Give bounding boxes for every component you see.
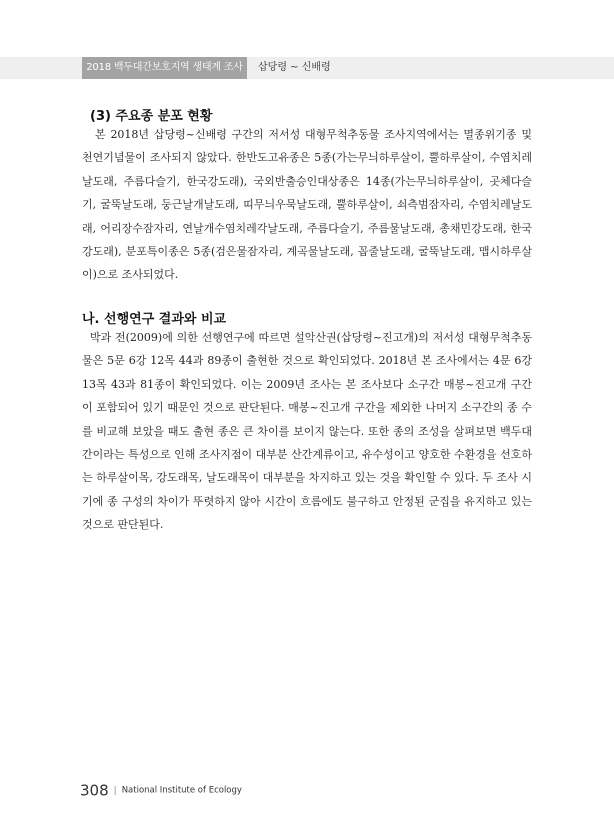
series-title: 2018 백두대간보호지역 생태계 조사 — [82, 57, 247, 79]
page-number: 308 — [80, 781, 109, 800]
footer-separator: | — [113, 785, 117, 796]
body-paragraph-prior-research: 박과 전(2009)에 의한 선행연구에 따르면 설악산권(삽당령~진고개)의 저서성 대형무척추동물은 5문 6강 12목 44과 89종이 출현한 것으로 확인되었다. 2018년 본 조사에서는 4문 6강 13목 43과 81종이 확인되었다. 이는 2009년 조사는 본 조사보다 소구간 매봉~진고개 구간이 포함되어 있기 때문인 것으로 판단된다. 매봉~진고개 구간을 제외한 나머지 소구간의 종 수를 비교해 보았을 때도 출현 종은 큰 차이를 보이지 않는다. 또한 종의 조성을 살펴보면 백두대간이라는 특성으로 인해 조사지점이 대부분 산간계류이고, 유수성이고 양호한 수환경을 선호하는 하루살이목, 강도래목, 날도래목이 대부분을 차지하고 있는 것을 확인할 수 있다. 두 조사 시기에 종 구성의 차이가 뚜렷하지 않아 시간이 흐름에도 불구하고 안정된 군집을 유지하고 있는 것으로 판단된다. — [82, 331, 532, 532]
running-header — [0, 57, 614, 79]
institute-name: National Institute of Ecology — [121, 785, 242, 796]
subsection-heading-species-distribution: (3) 주요종 분포 현황 — [90, 109, 213, 124]
page-footer — [80, 780, 242, 800]
section-heading-prior-research: 나. 선행연구 결과와 비교 — [82, 312, 227, 327]
section-title: 삽당령 ~ 신배령 — [258, 62, 331, 73]
body-paragraph-species-distribution: 본 2018년 삽당령~신배령 구간의 저서성 대형무척추동물 조사지역에서는 멸종위기종 및 천연기념물이 조사되지 않았다. 한반도고유종은 5종(가는무늬하루살이, 뿔하루살이, 수염치레날도래, 주름다슬기, 한국강도래), 국외반출승인대상종은 14종(가는무늬하루살이, 곳체다슬기, 굴뚝날도래, 둥근날개날도래, 띠무늬우묵날도래, 뿔하루살이, 쇠측범잠자리, 수염치레날도래, 어리장수잠자리, 연날개수염치레각날도래, 주름다슬기, 주름물날도래, 총채민강도래, 한국강도래), 분포특이종은 5종(검은물잠자리, 계곡물날도래, 꼽줄날도래, 굴뚝날도래, 맵시하루살이)으로 조사되었다. — [82, 128, 532, 282]
